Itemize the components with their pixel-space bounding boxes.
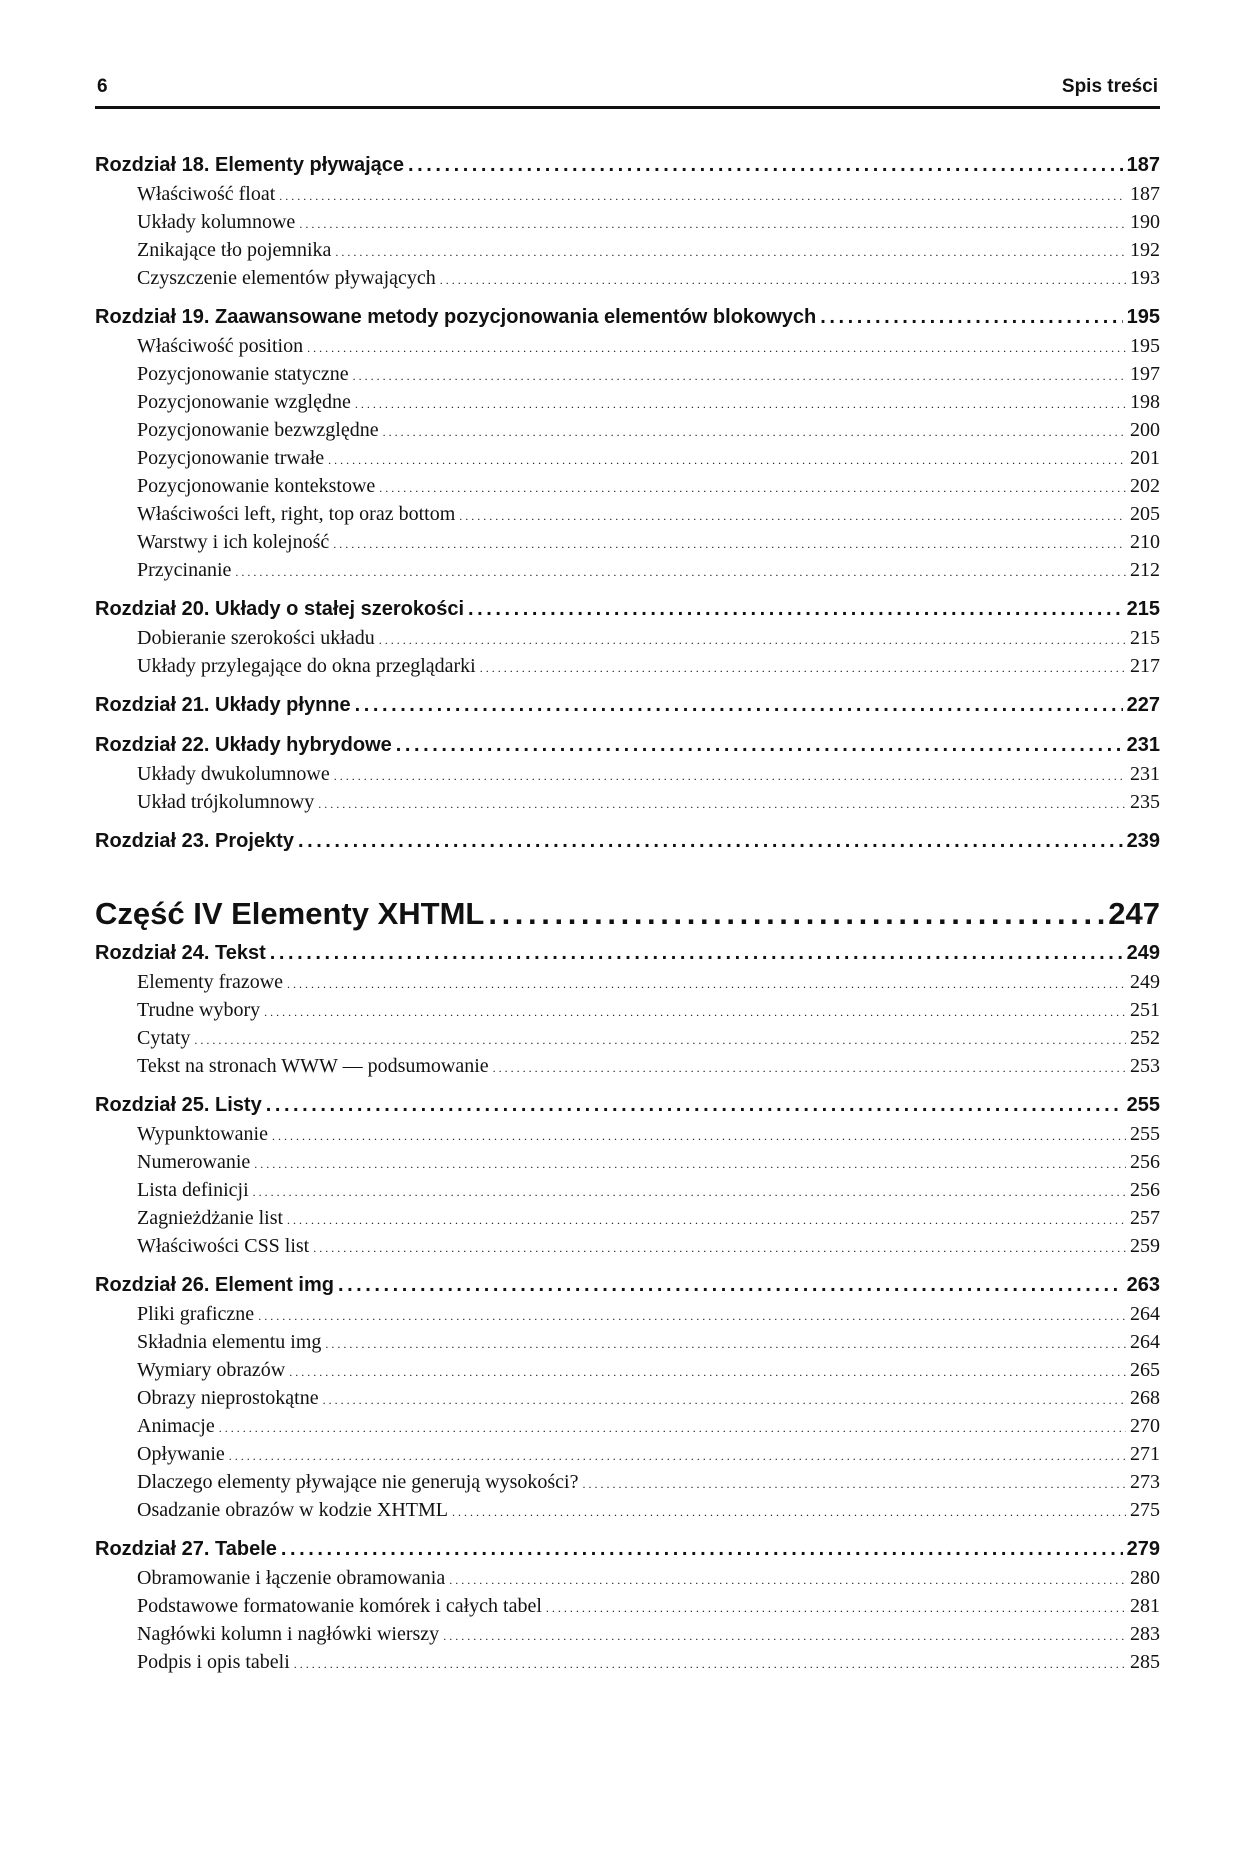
toc-entry-page: 257 <box>1130 1207 1160 1229</box>
toc-entry-page: 231 <box>1130 763 1160 785</box>
toc-section-entry <box>95 760 1160 788</box>
toc-section-entry <box>95 1468 1160 1496</box>
toc-section-entry <box>95 788 1160 816</box>
dot-leader <box>289 1358 1126 1384</box>
dot-leader <box>270 938 1123 968</box>
toc-section-entry <box>95 1148 1160 1176</box>
toc-entry-page: 187 <box>1126 154 1160 176</box>
toc-entry-page: 231 <box>1126 734 1160 756</box>
toc-entry-title: Rozdział 21. Układy płynne <box>95 694 351 716</box>
toc-section-entry <box>95 1176 1160 1204</box>
toc-entry-title: Pozycjonowanie bezwzględne <box>137 419 379 441</box>
dot-leader <box>379 474 1126 500</box>
toc-section-entry <box>95 416 1160 444</box>
toc-chapter-entry <box>95 1090 1160 1120</box>
toc-entry-title: Pliki graficzne <box>137 1303 255 1325</box>
dot-leader <box>334 762 1126 788</box>
dot-leader <box>383 418 1126 444</box>
dot-leader <box>396 730 1123 760</box>
toc-entry-title: Układ trójkolumnowy <box>137 791 315 813</box>
toc-section-entry <box>95 1024 1160 1052</box>
toc-part-entry <box>95 892 1160 936</box>
toc-entry-title: Rozdział 20. Układy o stałej szerokości <box>95 598 465 620</box>
toc-entry-page: 259 <box>1130 1235 1160 1257</box>
toc-entry-title: Rozdział 19. Zaawansowane metody pozycjonowania elementów blokowych <box>95 306 817 328</box>
dot-leader <box>355 690 1123 720</box>
dot-leader <box>493 1054 1126 1080</box>
toc-entry-page: 271 <box>1130 1443 1160 1465</box>
toc-entry-page: 256 <box>1130 1151 1160 1173</box>
dot-leader <box>582 1470 1126 1496</box>
dot-leader <box>353 362 1126 388</box>
dot-leader <box>287 970 1126 996</box>
toc-entry-page: 202 <box>1130 475 1160 497</box>
dot-leader <box>452 1498 1126 1524</box>
toc-entry-page: 281 <box>1130 1595 1160 1617</box>
toc-entry-page: 200 <box>1130 419 1160 441</box>
dot-leader <box>333 530 1126 556</box>
dot-leader <box>254 1150 1126 1176</box>
toc-entry-title: Część IV Elementy XHTML <box>95 896 485 931</box>
toc-section-entry <box>95 1232 1160 1260</box>
dot-leader <box>219 1414 1126 1440</box>
toc-section-entry <box>95 236 1160 264</box>
toc-entry-page: 239 <box>1126 830 1160 852</box>
toc-entry-page: 249 <box>1126 942 1160 964</box>
toc-entry-title: Wymiary obrazów <box>137 1359 286 1381</box>
toc-section-entry <box>95 472 1160 500</box>
toc-chapter-entry <box>95 690 1160 720</box>
toc-entry-page: 283 <box>1130 1623 1160 1645</box>
toc-section-entry <box>95 1384 1160 1412</box>
toc-entry-title: Wypunktowanie <box>137 1123 268 1145</box>
dot-leader <box>459 502 1126 528</box>
toc-entry-title: Rozdział 18. Elementy pływające <box>95 154 405 176</box>
toc-section-entry <box>95 1120 1160 1148</box>
toc-section-entry <box>95 1328 1160 1356</box>
toc-entry-page: 212 <box>1130 559 1160 581</box>
toc-entry-title: Opływanie <box>137 1443 225 1465</box>
toc-entry-title: Pozycjonowanie statyczne <box>137 363 349 385</box>
toc-section-entry <box>95 1300 1160 1328</box>
toc-entry-page: 251 <box>1130 999 1160 1021</box>
toc-entry-title: Dobieranie szerokości układu <box>137 627 375 649</box>
toc-entry-title: Podpis i opis tabeli <box>137 1651 290 1673</box>
toc-section-entry <box>95 208 1160 236</box>
toc-entry-title: Trudne wybory <box>137 999 261 1021</box>
dot-leader <box>279 182 1126 208</box>
toc-section-entry <box>95 528 1160 556</box>
toc-entry-title: Podstawowe formatowanie komórek i całych tabel <box>137 1595 542 1617</box>
toc-entry-page: 279 <box>1126 1538 1160 1560</box>
dot-leader <box>229 1442 1126 1468</box>
toc-section-entry <box>95 444 1160 472</box>
dot-leader <box>313 1234 1126 1260</box>
toc-entry-page: 255 <box>1126 1094 1160 1116</box>
toc-chapter-entry <box>95 302 1160 332</box>
toc-entry-title: Rozdział 22. Układy hybrydowe <box>95 734 392 756</box>
toc-entry-page: 215 <box>1126 598 1160 620</box>
dot-leader <box>287 1206 1126 1232</box>
toc-entry-title: Numerowanie <box>137 1151 251 1173</box>
toc-chapter-entry <box>95 938 1160 968</box>
toc-entry-page: 268 <box>1130 1387 1160 1409</box>
toc-entry-title: Nagłówki kolumn i nagłówki wierszy <box>137 1623 440 1645</box>
dot-leader <box>281 1534 1123 1564</box>
toc-chapter-entry <box>95 1534 1160 1564</box>
toc-entry-title: Rozdział 24. Tekst <box>95 942 266 964</box>
toc-entry-page: 256 <box>1130 1179 1160 1201</box>
toc-entry-page: 201 <box>1130 447 1160 469</box>
toc-section-entry <box>95 1440 1160 1468</box>
toc-entry-page: 280 <box>1130 1567 1160 1589</box>
toc-entry-title: Warstwy i ich kolejność <box>137 531 330 553</box>
toc-entry-page: 192 <box>1130 239 1160 261</box>
toc-entry-page: 265 <box>1130 1359 1160 1381</box>
toc-entry-title: Rozdział 23. Projekty <box>95 830 294 852</box>
dot-leader <box>408 150 1123 180</box>
dot-leader <box>266 1090 1123 1120</box>
toc-chapter-entry <box>95 594 1160 624</box>
toc-entry-title: Osadzanie obrazów w kodzie XHTML <box>137 1499 449 1521</box>
toc-section-entry <box>95 332 1160 360</box>
toc-entry-page: 285 <box>1130 1651 1160 1673</box>
dot-leader <box>820 302 1122 332</box>
toc-section-entry <box>95 388 1160 416</box>
page-number: 6 <box>97 76 108 97</box>
toc-entry-page: 190 <box>1130 211 1160 233</box>
dot-leader <box>443 1622 1126 1648</box>
toc-entry-title: Rozdział 26. Element img <box>95 1274 334 1296</box>
dot-leader <box>480 654 1126 680</box>
toc-entry-page: 210 <box>1130 531 1160 553</box>
toc-chapter-entry <box>95 826 1160 856</box>
toc-section-entry <box>95 556 1160 584</box>
toc-entry-title: Składnia elementu img <box>137 1331 322 1353</box>
toc-entry-title: Układy dwukolumnowe <box>137 763 330 785</box>
toc-section-entry <box>95 1648 1160 1676</box>
dot-leader <box>546 1594 1126 1620</box>
toc-entry-page: 264 <box>1130 1331 1160 1353</box>
dot-leader <box>294 1650 1126 1676</box>
toc-section-entry <box>95 624 1160 652</box>
toc-section-entry <box>95 1052 1160 1080</box>
toc-entry-page: 264 <box>1130 1303 1160 1325</box>
dot-leader <box>338 1270 1123 1300</box>
dot-leader <box>318 790 1126 816</box>
toc-chapter-entry <box>95 1270 1160 1300</box>
dot-leader <box>235 558 1126 584</box>
toc-entry-title: Rozdział 27. Tabele <box>95 1538 277 1560</box>
table-of-contents <box>95 150 1160 1676</box>
dot-leader <box>325 1330 1126 1356</box>
toc-entry-title: Czyszczenie elementów pływających <box>137 267 436 289</box>
dot-leader <box>253 1178 1126 1204</box>
toc-entry-page: 215 <box>1130 627 1160 649</box>
toc-entry-page: 198 <box>1130 391 1160 413</box>
running-title: Spis treści <box>1061 76 1158 97</box>
toc-section-entry <box>95 1564 1160 1592</box>
dot-leader <box>468 594 1123 624</box>
toc-entry-title: Właściwość position <box>137 335 304 357</box>
toc-section-entry <box>95 1496 1160 1524</box>
toc-entry-page: 252 <box>1130 1027 1160 1049</box>
toc-entry-page: 227 <box>1126 694 1160 716</box>
dot-leader <box>298 826 1123 856</box>
toc-section-entry <box>95 1356 1160 1384</box>
toc-entry-page: 273 <box>1130 1471 1160 1493</box>
toc-entry-page: 205 <box>1130 503 1160 525</box>
toc-entry-title: Właściwość float <box>137 183 276 205</box>
toc-entry-page: 195 <box>1130 335 1160 357</box>
toc-entry-title: Pozycjonowanie trwałe <box>137 447 325 469</box>
dot-leader <box>379 626 1126 652</box>
toc-entry-title: Dlaczego elementy pływające nie generują wysokości? <box>137 1471 579 1493</box>
toc-entry-page: 187 <box>1130 183 1160 205</box>
toc-entry-title: Rozdział 25. Listy <box>95 1094 262 1116</box>
toc-entry-title: Pozycjonowanie względne <box>137 391 351 413</box>
toc-entry-page: 275 <box>1130 1499 1160 1521</box>
dot-leader <box>299 210 1126 236</box>
dot-leader <box>258 1302 1126 1328</box>
toc-entry-title: Układy kolumnowe <box>137 211 296 233</box>
toc-entry-title: Przycinanie <box>137 559 232 581</box>
toc-entry-title: Układy przylegające do okna przeglądarki <box>137 655 476 677</box>
toc-entry-title: Pozycjonowanie kontekstowe <box>137 475 376 497</box>
toc-section-entry <box>95 1620 1160 1648</box>
toc-section-entry <box>95 1592 1160 1620</box>
toc-entry-title: Lista definicji <box>137 1179 249 1201</box>
toc-section-entry <box>95 180 1160 208</box>
dot-leader <box>335 238 1126 264</box>
toc-entry-page: 255 <box>1130 1123 1160 1145</box>
toc-entry-page: 253 <box>1130 1055 1160 1077</box>
dot-leader <box>440 266 1126 292</box>
toc-entry-page: 217 <box>1130 655 1160 677</box>
dot-leader <box>264 998 1126 1024</box>
toc-entry-title: Znikające tło pojemnika <box>137 239 332 261</box>
toc-entry-title: Obramowanie i łączenie obramowania <box>137 1567 446 1589</box>
dot-leader <box>328 446 1126 472</box>
toc-section-entry <box>95 652 1160 680</box>
toc-section-entry <box>95 264 1160 292</box>
dot-leader <box>307 334 1126 360</box>
toc-entry-page: 193 <box>1130 267 1160 289</box>
toc-entry-page: 247 <box>1108 896 1160 931</box>
toc-entry-page: 270 <box>1130 1415 1160 1437</box>
toc-section-entry <box>95 360 1160 388</box>
dot-leader <box>272 1122 1126 1148</box>
toc-chapter-entry <box>95 150 1160 180</box>
toc-entry-page: 197 <box>1130 363 1160 385</box>
toc-chapter-entry <box>95 730 1160 760</box>
dot-leader <box>488 892 1104 936</box>
toc-section-entry <box>95 996 1160 1024</box>
toc-entry-title: Animacje <box>137 1415 215 1437</box>
toc-entry-title: Zagnieżdżanie list <box>137 1207 284 1229</box>
running-header <box>95 74 1160 109</box>
toc-section-entry <box>95 1412 1160 1440</box>
toc-section-entry <box>95 1204 1160 1232</box>
dot-leader <box>323 1386 1126 1412</box>
toc-entry-title: Tekst na stronach WWW — podsumowanie <box>137 1055 489 1077</box>
toc-section-entry <box>95 968 1160 996</box>
toc-entry-title: Właściwości CSS list <box>137 1235 310 1257</box>
toc-entry-page: 195 <box>1126 306 1160 328</box>
toc-entry-title: Właściwości left, right, top oraz bottom <box>137 503 456 525</box>
toc-entry-page: 249 <box>1130 971 1160 993</box>
toc-entry-title: Cytaty <box>137 1027 191 1049</box>
dot-leader <box>194 1026 1126 1052</box>
toc-entry-page: 263 <box>1126 1274 1160 1296</box>
toc-section-entry <box>95 500 1160 528</box>
dot-leader <box>355 390 1126 416</box>
toc-entry-page: 235 <box>1130 791 1160 813</box>
toc-entry-title: Obrazy nieprostokątne <box>137 1387 319 1409</box>
toc-entry-title: Elementy frazowe <box>137 971 284 993</box>
dot-leader <box>449 1566 1126 1592</box>
